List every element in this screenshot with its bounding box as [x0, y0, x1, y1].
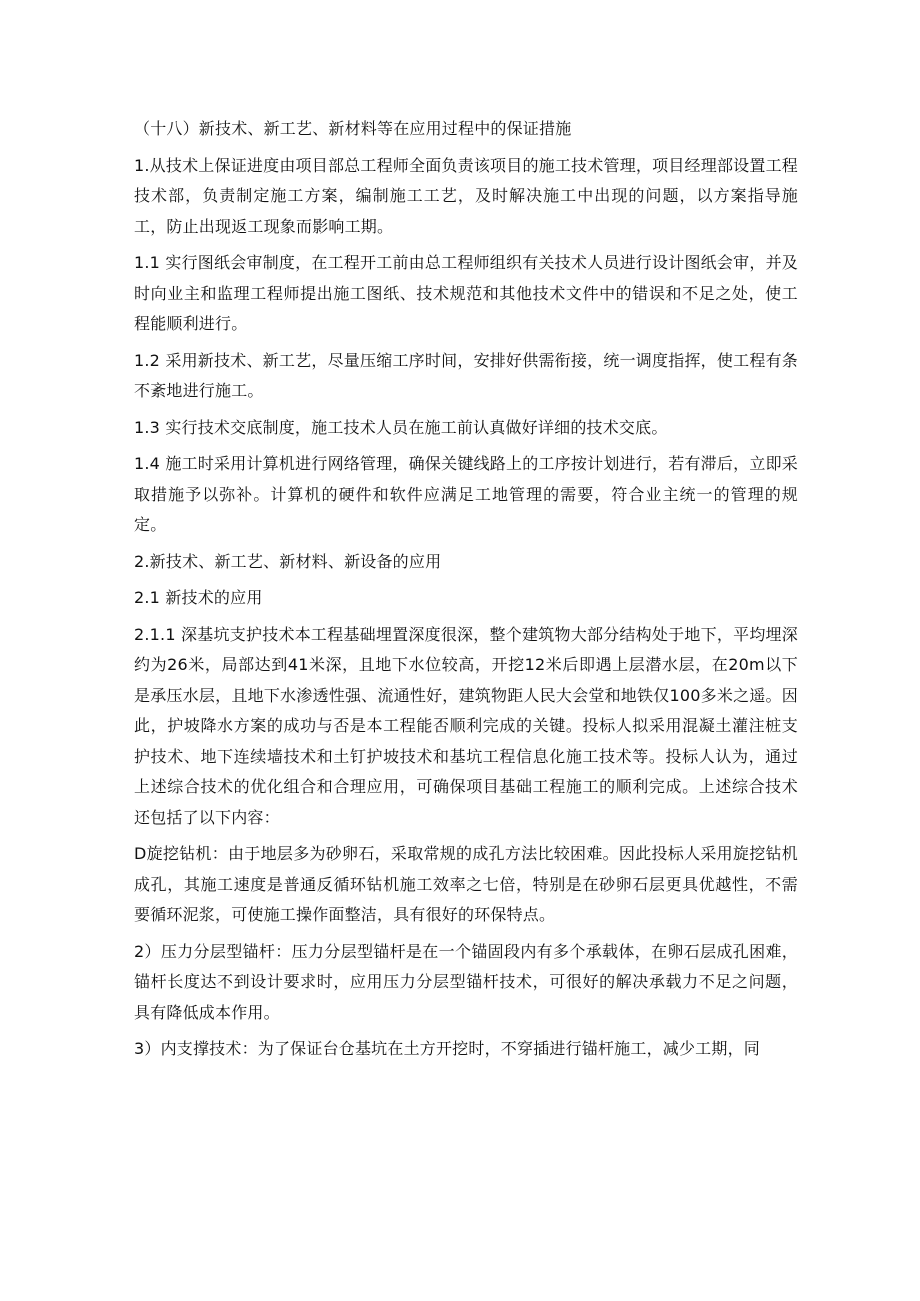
list-item-rotary-drill: D旋挖钻机：由于地层多为砂卵石，采取常规的成孔方法比较困难。因此投标人采用旋挖钻机成孔，其施工速度是普通反循环钻机施工效率之七倍，特别是在砂卵石层更具优越性，不需要循环泥浆，可使施工操作面整洁，具有很好的环保特点。	[134, 844, 798, 924]
list-item-pressure-anchor: 2）压力分层型锚杆：压力分层型锚杆是在一个锚固段内有多个承载体，在卵石层成孔困难，锚杆长度达不到设计要求时，应用压力分层型锚杆技术，可很好的解决承载力不足之问题，具有降低成本作用。	[134, 941, 798, 1022]
paragraph-1-4: 1.4 施工时采用计算机进行网络管理，确保关键线路上的工序按计划进行，若有滞后，立即采取措施予以弥补。计算机的硬件和软件应满足工地管理的需要，符合业主统一的管理的规定。	[134, 454, 798, 534]
paragraph-1-1: 1.1 实行图纸会审制度，在工程开工前由总工程师组织有关技术人员进行设计图纸会审，并及时向业主和监理工程师提出施工图纸、技术规范和其他技术文件中的错误和不足之处，使工程能顺利进行。	[134, 253, 798, 333]
paragraph-2-1-heading: 2.1 新技术的应用	[134, 588, 263, 607]
paragraph-2-1-1: 2.1.1 深基坑支护技术本工程基础埋置深度很深，整个建筑物大部分结构处于地下，平均埋深约为26米，局部达到41米深，且地下水位较高，开挖12米后即遇上层潜水层，在20m以下是承压水层，且地下水渗透性强、流通性好，建筑物距人民大会堂和地铁仅100多米之遥。因此，护坡降水方案的成功与否是本工程能否顺利完成的关键。投标人拟采用混凝土灌注桩支护技术、地下连续墙技术和土钉护坡技术和基坑工程信息化施工技术等。投标人认为，通过上述综合技术的优化组合和合理应用，可确保项目基础工程施工的顺利完成。上述综合技术还包括了以下内容：	[134, 624, 798, 827]
paragraph-1-3: 1.3 实行技术交底制度，施工技术人员在施工前认真做好详细的技术交底。	[134, 417, 668, 437]
paragraph-1: 1.从技术上保证进度由项目部总工程师全面负责该项目的施工技术管理，项目经理部设置工程技术部，负责制定施工方案，编制施工工艺，及时解决施工中出现的问题，以方案指导施工，防止出现返工现象而影响工期。	[134, 155, 798, 236]
paragraph-2-heading: 2.新技术、新工艺、新材料、新设备的应用	[134, 551, 442, 571]
list-item-inner-support: 3）内支撑技术：为了保证台仓基坑在土方开挖时，不穿插进行锚杆施工，减少工期，同	[134, 1039, 760, 1058]
document-body	[134, 114, 798, 1071]
paragraph-1-2: 1.2 采用新技术、新工艺，尽量压缩工序时间，安排好供需衔接，统一调度指挥，使工程有条不紊地进行施工。	[134, 350, 798, 400]
section-heading: （十八）新技术、新工艺、新材料等在应用过程中的保证措施	[134, 119, 572, 138]
